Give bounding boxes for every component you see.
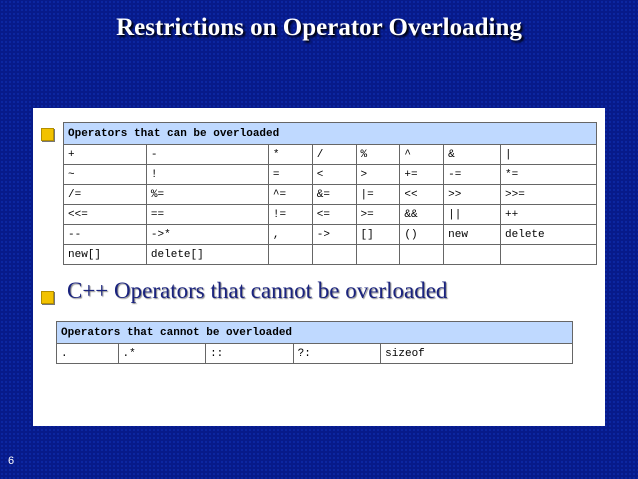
table-cell: ++ [501,205,597,225]
table-cell [501,245,597,265]
overloadable-operators-table [63,122,597,265]
table-cell: ^= [268,185,312,205]
table-cell: %= [146,185,268,205]
table-cell: * [268,145,312,165]
table-cell: << [400,185,444,205]
table-row [64,165,597,185]
table-cell: = [268,165,312,185]
table-cell: -= [444,165,501,185]
table-cell: - [146,145,268,165]
table-cell: :: [206,344,294,364]
table-row [64,145,597,165]
table-cell: / [312,145,356,165]
table-cell: <<= [64,205,147,225]
table-cell: sizeof [381,344,573,364]
table-cell: () [400,225,444,245]
table-cell: ->* [146,225,268,245]
table-cell: < [312,165,356,185]
table-cell: ^ [400,145,444,165]
table-cell: == [146,205,268,225]
table-cell: .* [118,344,206,364]
table-cell: & [444,145,501,165]
table-cell: new [444,225,501,245]
table-cell: *= [501,165,597,185]
table-row [64,225,597,245]
table-cell: . [57,344,119,364]
table-cell: ~ [64,165,147,185]
table-cell [400,245,444,265]
table-cell: += [400,165,444,185]
slide-title: Restrictions on Operator Overloading [116,14,522,41]
table-cell: && [400,205,444,225]
bullet-icon [41,291,54,304]
table-cell: || [444,205,501,225]
table-cell: != [268,205,312,225]
table-cell: new[] [64,245,147,265]
table-header: Operators that can be overloaded [64,123,597,145]
table-cell: >>= [501,185,597,205]
bullet-icon [41,128,54,141]
non-overloadable-operators-table [56,321,573,364]
table-cell: >> [444,185,501,205]
table-cell [312,245,356,265]
table-cell [268,245,312,265]
table-cell: &= [312,185,356,205]
bullet-text: C++ Operators that cannot be overloaded [67,278,448,303]
table-cell: % [356,145,400,165]
table-cell [444,245,501,265]
table-cell: delete[] [146,245,268,265]
table-cell [356,245,400,265]
table-cell: |= [356,185,400,205]
table-cell: /= [64,185,147,205]
table-cell: -> [312,225,356,245]
table-cell: [] [356,225,400,245]
table-cell: | [501,145,597,165]
table-cell: <= [312,205,356,225]
table-cell: > [356,165,400,185]
table-cell: , [268,225,312,245]
table-cell: -- [64,225,147,245]
page-number: 6 [8,455,15,467]
content-panel [33,108,605,426]
table-cell: >= [356,205,400,225]
table-row [64,245,597,265]
table-row [64,205,597,225]
table-row [57,344,573,364]
table-cell: ! [146,165,268,185]
table-cell: ?: [293,344,381,364]
table-cell: delete [501,225,597,245]
table-cell: + [64,145,147,165]
table-row [64,185,597,205]
table-header: Operators that cannot be overloaded [57,322,573,344]
